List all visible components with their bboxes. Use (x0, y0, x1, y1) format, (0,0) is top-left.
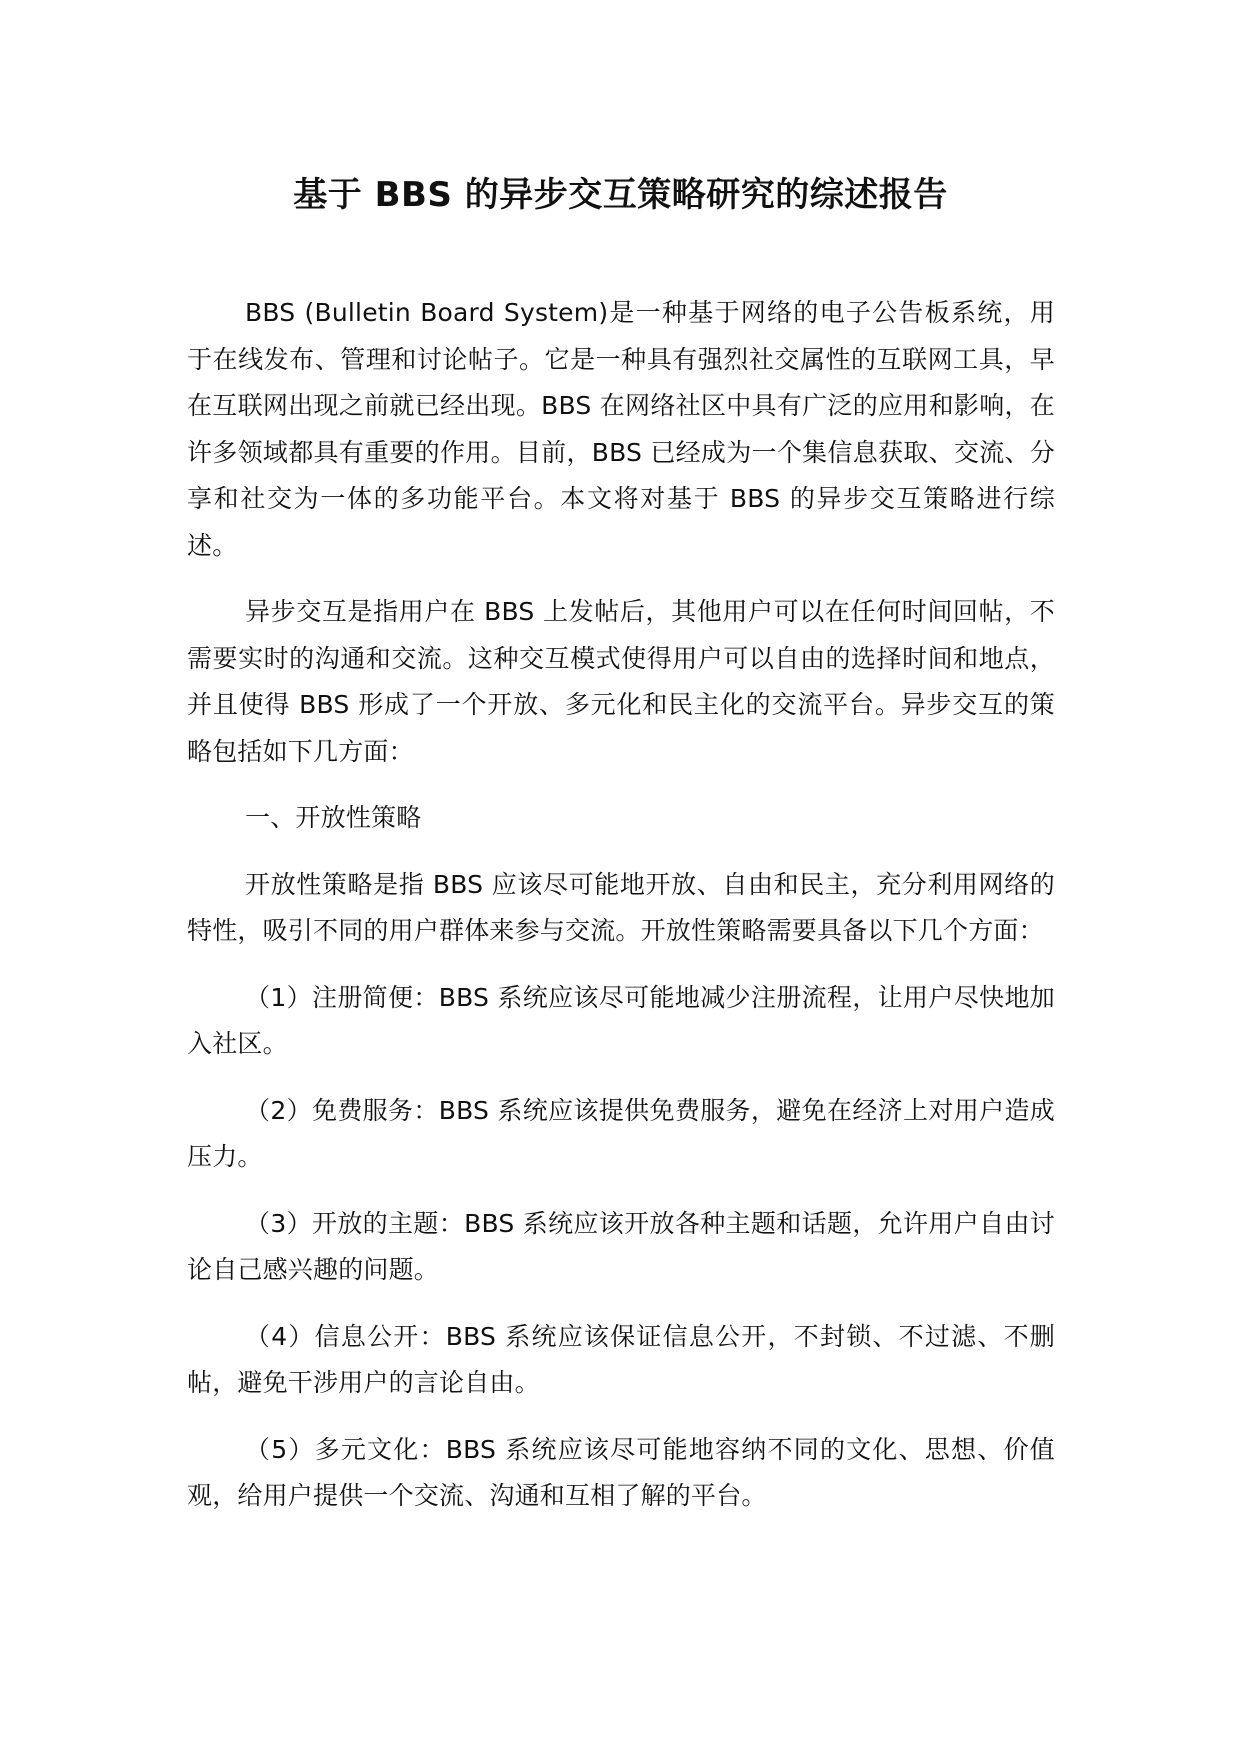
openness-strategy-paragraph: 开放性策略是指 BBS 应该尽可能地开放、自由和民主，充分利用网络的特性，吸引不同的用户群体来参与交流。开放性策略需要具备以下几个方面： (187, 869, 1055, 945)
list-item-1: （1）注册简便：BBS 系统应该尽可能地减少注册流程，让用户尽快地加入社区。 (187, 982, 1055, 1058)
list-item-2: （2）免费服务：BBS 系统应该提供免费服务，避免在经济上对用户造成压力。 (187, 1095, 1055, 1171)
section-heading-openness: 一、开放性策略 (245, 803, 422, 832)
list-item-5: （5）多元文化：BBS 系统应该尽可能地容纳不同的文化、思想、价值观，给用户提供一个交流、沟通和互相了解的平台。 (187, 1434, 1055, 1510)
document-body (187, 290, 1055, 1540)
intro-paragraph: BBS (Bulletin Board System)是一种基于网络的电子公告板系统，用于在线发布、管理和讨论帖子。它是一种具有强烈社交属性的互联网工具，早在互联网出现之前就已经出现。BBS 在网络社区中具有广泛的应用和影响，在许多领域都具有重要的作用。目前，BBS 已经成为一个集信息获取、交流、分享和社交为一体的多功能平台。本文将对基于 BBS 的异步交互策略进行综述。 (187, 298, 1055, 560)
list-item-4: （4）信息公开：BBS 系统应该保证信息公开，不封锁、不过滤、不删帖，避免干涉用户的言论自由。 (187, 1321, 1055, 1397)
async-interaction-paragraph: 异步交互是指用户在 BBS 上发帖后，其他用户可以在任何时间回帖，不需要实时的沟通和交流。这种交互模式使得用户可以自由的选择时间和地点，并且使得 BBS 形成了一个开放、多元化和民主化的交流平台。异步交互的策略包括如下几方面： (187, 597, 1055, 766)
list-item-3: （3）开放的主题：BBS 系统应该开放各种主题和话题，允许用户自由讨论自己感兴趣的问题。 (187, 1208, 1055, 1284)
document-title: 基于 BBS 的异步交互策略研究的综述报告 (293, 175, 948, 215)
